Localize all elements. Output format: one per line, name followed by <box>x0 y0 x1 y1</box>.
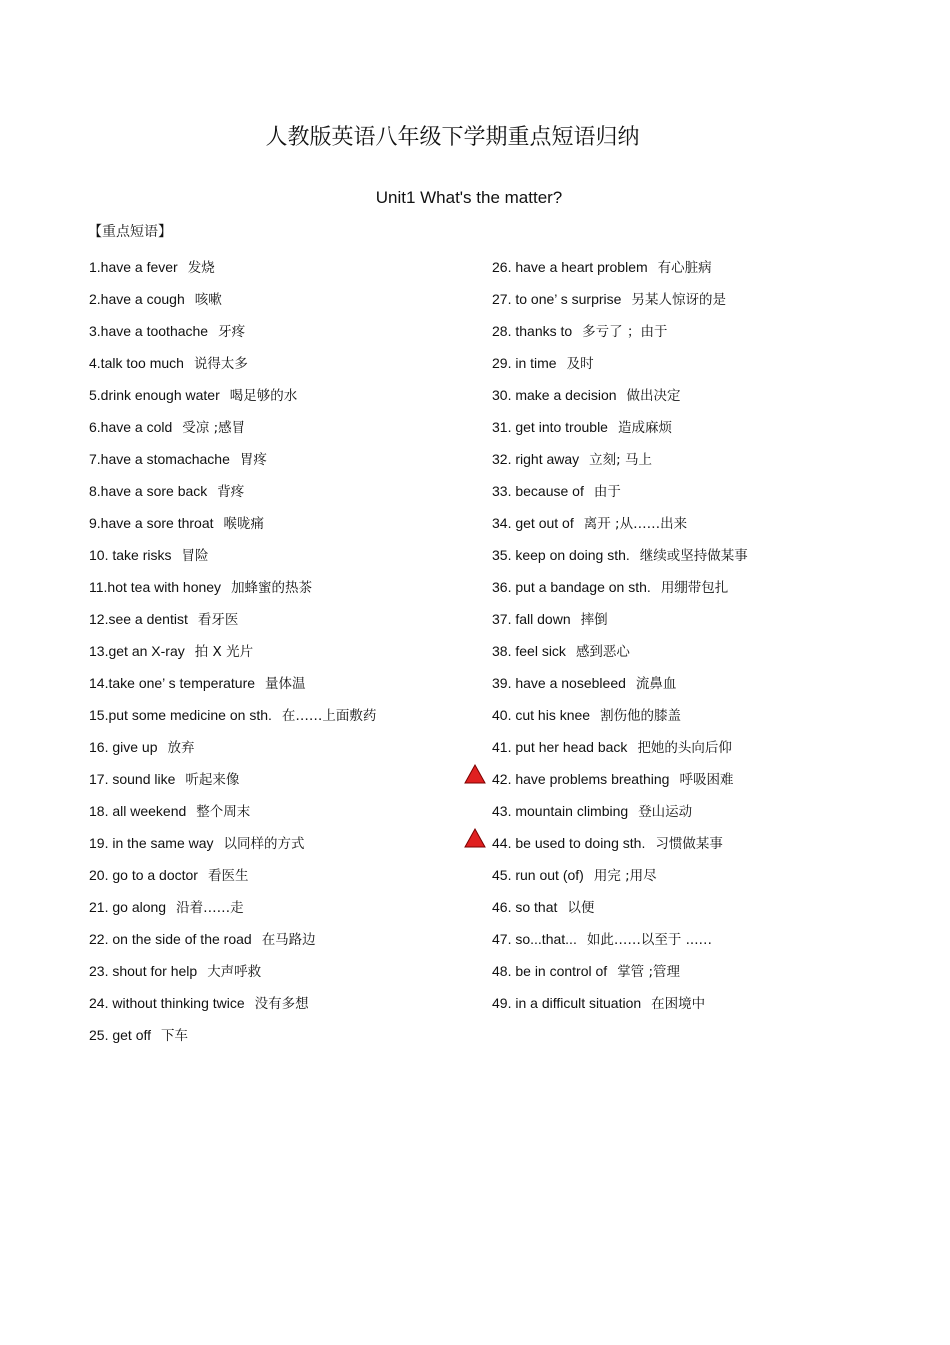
phrase-english: 36. put a bandage on sth. <box>492 579 651 595</box>
phrase-item <box>492 800 692 820</box>
phrase-item <box>492 512 687 532</box>
phrase-item <box>492 320 667 340</box>
phrase-item <box>492 864 657 884</box>
phrase-english: 28. thanks to <box>492 323 573 339</box>
phrase-item <box>89 256 215 276</box>
phrase-chinese: 离开 ;从……出来 <box>583 516 688 532</box>
phrase-english: 1.have a fever <box>89 259 178 275</box>
phrase-item <box>492 288 726 308</box>
phrase-item <box>89 672 306 692</box>
phrase-english: 47. so...that... <box>492 931 577 947</box>
phrase-item <box>89 1024 188 1044</box>
phrase-chinese: 用完 ;用尽 <box>593 868 657 884</box>
phrase-english: 5.drink enough water <box>89 387 220 403</box>
phrase-chinese: 大声呼救 <box>207 964 262 980</box>
phrase-chinese: 看牙医 <box>197 612 239 628</box>
phrase-item <box>492 960 680 980</box>
phrase-item <box>492 736 732 756</box>
phrase-chinese: 牙疼 <box>218 324 246 340</box>
phrase-chinese: 在困境中 <box>651 996 706 1012</box>
phrase-chinese: 放弃 <box>167 740 195 756</box>
phrase-english: 9.have a sore throat <box>89 515 214 531</box>
phrase-english: 27. to one’ s surprise <box>492 291 622 307</box>
phrase-english: 11.hot tea with honey <box>89 579 222 595</box>
phrase-item <box>492 928 712 948</box>
phrase-chinese: 沿着……走 <box>176 900 244 916</box>
phrase-chinese: 掌管 ;管理 <box>617 964 681 980</box>
phrase-chinese: 造成麻烦 <box>617 420 672 436</box>
phrase-english: 41. put her head back <box>492 739 628 755</box>
phrase-chinese: 量体温 <box>265 676 306 692</box>
phrase-item <box>89 512 264 532</box>
phrase-english: 40. cut his knee <box>492 707 591 723</box>
phrase-item <box>492 704 681 724</box>
phrase-chinese: 发烧 <box>187 260 215 276</box>
phrase-chinese: 整个周末 <box>196 804 251 820</box>
phrase-item <box>492 480 621 500</box>
phrase-english: 18. all weekend <box>89 803 187 819</box>
phrase-item <box>89 384 297 404</box>
phrase-chinese: 习惯做某事 <box>655 836 723 852</box>
phrase-english: 3.have a toothache <box>89 323 209 339</box>
phrase-item <box>89 928 316 948</box>
phrase-english: 4.talk too much <box>89 355 184 371</box>
phrase-chinese: 在马路边 <box>261 932 316 948</box>
phrase-item <box>89 896 244 916</box>
phrase-item <box>492 608 608 628</box>
phrase-english: 32. right away <box>492 451 580 467</box>
phrase-english: 12.see a dentist <box>89 611 188 627</box>
phrase-english: 22. on the side of the road <box>89 931 252 947</box>
phrase-english: 19. in the same way <box>89 835 214 851</box>
phrase-chinese: 拍 X 光片 <box>194 644 254 660</box>
phrase-chinese: 做出决定 <box>626 388 681 404</box>
phrase-chinese: 继续或坚持做某事 <box>639 548 748 564</box>
phrase-english: 24. without thinking twice <box>89 995 245 1011</box>
phrase-english: 29. in time <box>492 355 557 371</box>
phrase-chinese: 另某人惊讶的是 <box>631 292 726 308</box>
phrase-english: 33. because of <box>492 483 584 499</box>
phrase-chinese: 用绷带包扎 <box>660 580 729 596</box>
phrase-item <box>492 416 672 436</box>
phrase-item <box>492 768 733 788</box>
phrase-english: 35. keep on doing sth. <box>492 547 630 563</box>
phrase-english: 6.have a cold <box>89 419 173 435</box>
phrase-chinese: 由于 <box>593 484 621 500</box>
phrase-chinese: 登山运动 <box>638 804 693 820</box>
phrase-item <box>89 608 238 628</box>
phrase-chinese: 咳嗽 <box>194 292 222 308</box>
phrase-item <box>89 960 261 980</box>
phrase-english: 38. feel sick <box>492 643 566 659</box>
phrase-item <box>492 576 728 596</box>
phrase-chinese: 多亏了 ；由于 <box>582 324 668 340</box>
phrase-english: 26. have a heart problem <box>492 259 648 275</box>
phrase-chinese: 立刻; 马上 <box>589 452 653 468</box>
phrase-item <box>89 704 376 724</box>
phrase-english: 45. run out (of) <box>492 867 584 883</box>
phrase-english: 34. get out of <box>492 515 574 531</box>
phrase-chinese: 喉咙痛 <box>223 516 265 532</box>
phrase-chinese: 喝足够的水 <box>229 388 298 404</box>
phrase-english: 25. get off <box>89 1027 152 1043</box>
phrase-item <box>89 288 222 308</box>
phrase-english: 43. mountain climbing <box>492 803 629 819</box>
phrase-english: 44. be used to doing sth. <box>492 835 646 851</box>
phrase-item <box>492 352 594 372</box>
phrase-item <box>89 416 245 436</box>
phrase-english: 37. fall down <box>492 611 571 627</box>
phrase-chinese: 听起来像 <box>185 772 240 788</box>
phrase-item <box>89 800 250 820</box>
phrase-item <box>89 832 305 852</box>
phrase-item <box>89 320 245 340</box>
phrase-item <box>89 544 208 564</box>
phrase-english: 21. go along <box>89 899 167 915</box>
phrase-chinese: 下车 <box>161 1028 189 1044</box>
phrase-item <box>89 448 267 468</box>
phrase-item <box>492 544 748 564</box>
phrase-chinese: 没有多想 <box>254 996 309 1012</box>
phrase-english: 8.have a sore back <box>89 483 208 499</box>
phrase-chinese: 流鼻血 <box>635 676 677 692</box>
phrase-item <box>492 640 630 660</box>
phrase-english: 46. so that <box>492 899 558 915</box>
phrase-chinese: 把她的头向后仰 <box>637 740 732 756</box>
phrase-english: 7.have a stomachache <box>89 451 230 467</box>
phrase-chinese: 如此……以至于 ...… <box>586 932 712 948</box>
phrase-chinese: 摔倒 <box>580 612 608 628</box>
unit-title: Unit1 What's the matter? <box>375 188 563 207</box>
red-triangle-icon <box>464 764 486 784</box>
phrase-item <box>89 992 309 1012</box>
phrase-chinese: 感到恶心 <box>575 644 630 660</box>
phrase-chinese: 及时 <box>566 356 594 372</box>
phrase-english: 2.have a cough <box>89 291 185 307</box>
phrase-item <box>89 640 253 660</box>
phrase-item <box>89 768 239 788</box>
phrase-chinese: 看医生 <box>207 868 249 884</box>
phrase-item <box>492 448 652 468</box>
phrase-english: 42. have problems breathing <box>492 771 670 787</box>
phrase-chinese: 在……上面敷药 <box>281 708 377 724</box>
phrase-chinese: 受凉 ;感冒 <box>182 420 246 436</box>
phrase-english: 13.get an X-ray <box>89 643 185 659</box>
phrase-item <box>89 576 312 596</box>
phrase-chinese: 以便 <box>567 900 595 916</box>
phrase-english: 30. make a decision <box>492 387 617 403</box>
phrase-english: 20. go to a doctor <box>89 867 198 883</box>
phrase-item <box>89 480 244 500</box>
phrase-english: 15.put some medicine on sth. <box>89 707 272 723</box>
phrase-chinese: 呼吸困难 <box>679 772 734 788</box>
phrase-chinese: 有心脏病 <box>657 260 712 276</box>
phrase-english: 49. in a difficult situation <box>492 995 642 1011</box>
phrase-english: 10. take risks <box>89 547 172 563</box>
phrase-english: 23. shout for help <box>89 963 198 979</box>
phrase-english: 31. get into trouble <box>492 419 608 435</box>
phrase-item <box>492 896 594 916</box>
phrase-english: 14.take one’ s temperature <box>89 675 256 691</box>
phrase-english: 48. be in control of <box>492 963 608 979</box>
phrase-chinese: 说得太多 <box>193 356 248 372</box>
page-title: 人教版英语八年级下学期重点短语归纳 <box>265 125 640 150</box>
phrase-chinese: 冒险 <box>181 548 209 564</box>
phrase-item <box>492 384 681 404</box>
phrase-item <box>89 736 195 756</box>
phrase-chinese: 加蜂蜜的热茶 <box>231 580 313 596</box>
phrase-item <box>492 256 712 276</box>
phrase-english: 39. have a nosebleed <box>492 675 626 691</box>
phrase-english: 16. give up <box>89 739 158 755</box>
phrase-item <box>89 352 248 372</box>
section-label: 【重点短语】 <box>88 224 172 240</box>
red-triangle-icon <box>464 828 486 848</box>
phrase-item <box>492 832 723 852</box>
phrase-item <box>89 864 248 884</box>
phrase-chinese: 割伤他的膝盖 <box>600 708 682 724</box>
phrase-chinese: 背疼 <box>217 484 245 500</box>
phrase-chinese: 胃疼 <box>239 452 267 468</box>
phrase-english: 17. sound like <box>89 771 176 787</box>
phrase-item <box>492 672 676 692</box>
phrase-item <box>492 992 705 1012</box>
phrase-chinese: 以同样的方式 <box>223 836 305 852</box>
